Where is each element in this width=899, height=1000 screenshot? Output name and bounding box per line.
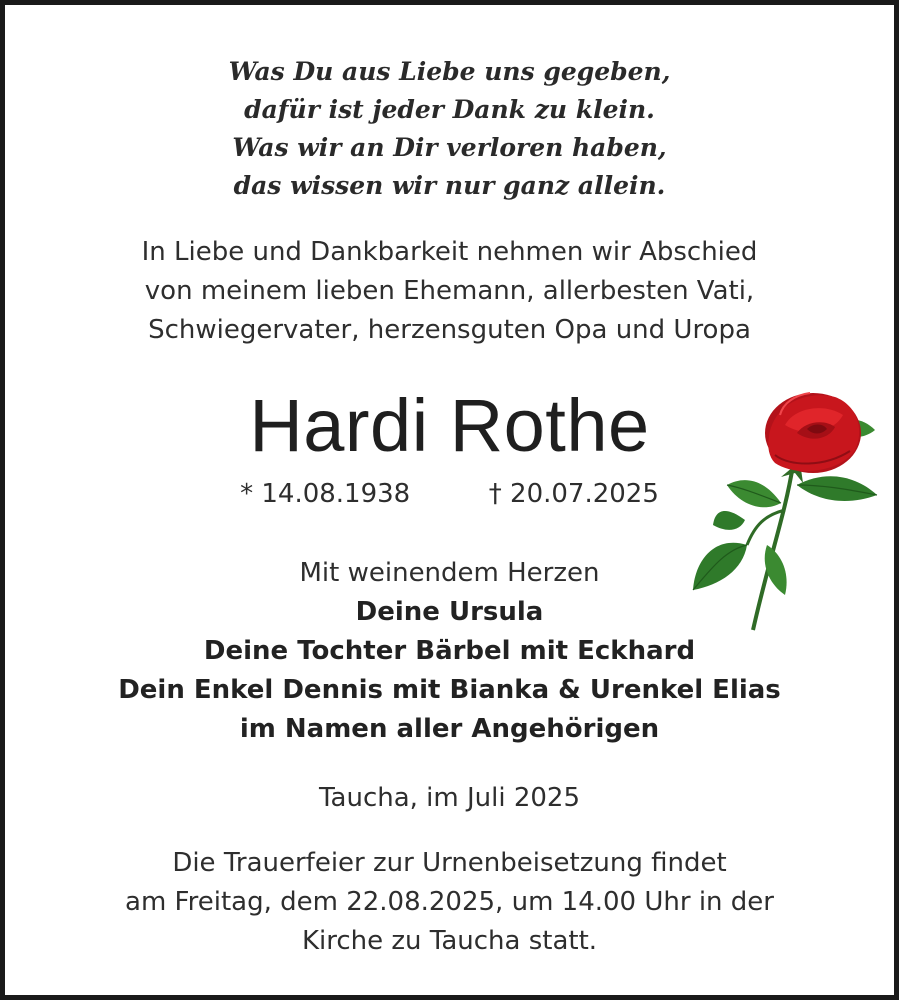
mourner-line-3: Dein Enkel Dennis mit Bianka & Urenkel Elias: [118, 675, 781, 705]
mourners-intro: Mit weinendem Herzen: [299, 558, 600, 588]
death-date: † 20.07.2025: [488, 479, 659, 509]
mourner-line-4: im Namen aller Angehörigen: [239, 714, 660, 744]
intro-line-1: In Liebe und Dankbarkeit nehmen wir Abschied: [141, 237, 758, 267]
funeral-line-1: Die Trauerfeier zur Urnenbeisetzung findet: [172, 848, 727, 878]
poem-line-2: dafür ist jeder Dank zu klein.: [244, 95, 655, 124]
poem-line-3: Was wir an Dir verloren haben,: [232, 133, 667, 162]
poem-line-1: Was Du aus Liebe uns gegeben,: [228, 57, 671, 86]
place-date: Taucha, im Juli 2025: [318, 783, 581, 813]
mourner-line-2: Deine Tochter Bärbel mit Eckhard: [203, 636, 696, 666]
poem-line-4: das wissen wir nur ganz allein.: [233, 171, 666, 200]
rose-icon: [685, 385, 885, 635]
birth-date: * 14.08.1938: [240, 479, 411, 509]
intro-line-2: von meinem lieben Ehemann, allerbesten Vati,: [144, 276, 755, 306]
deceased-name: Hardi Rothe: [249, 384, 650, 467]
intro-line-3: Schwiegervater, herzensguten Opa und Uropa: [148, 315, 751, 345]
funeral-line-3: Kirche zu Taucha statt.: [301, 926, 598, 956]
funeral-line-2: am Freitag, dem 22.08.2025, um 14.00 Uhr in der: [125, 887, 774, 917]
mourner-line-1: Deine Ursula: [355, 597, 544, 627]
